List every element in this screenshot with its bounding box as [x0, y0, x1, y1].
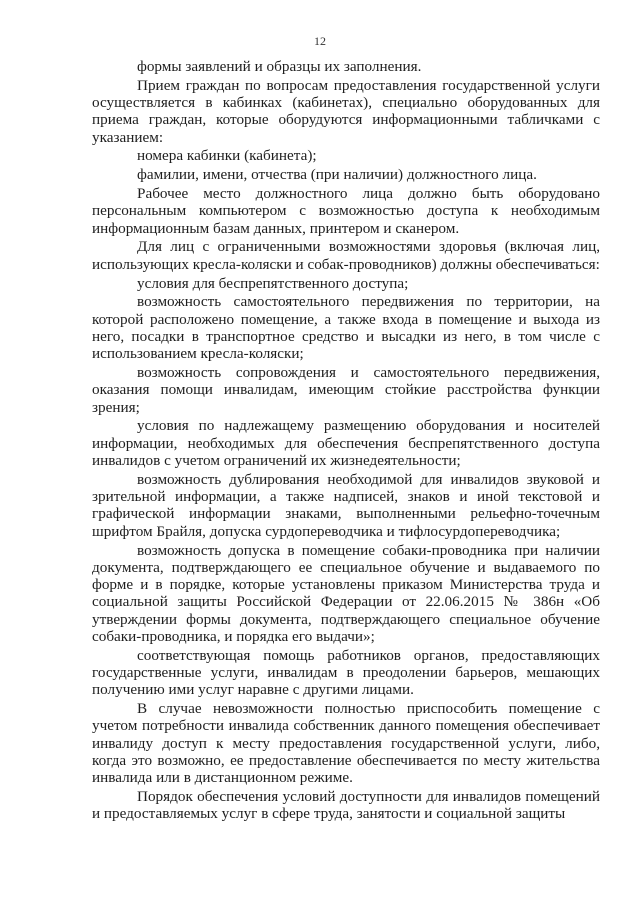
list-item: возможность самостоятельного передвижения по территории, на которой расположено помещение, а также входа в помещение и выхода из него, посадки в транспортное средство и высадки из него, в том числе с использованием кресла-коляски; — [92, 293, 600, 363]
paragraph: Прием граждан по вопросам предоставления государственной услуги осуществляется в кабинках (кабинетах), специально оборудованных для приема граждан, которые оборудуются информационными табличками с указанием: — [92, 76, 600, 146]
paragraph: Порядок обеспечения условий доступности для инвалидов помещений и предоставляемых услуг в сфере труда, занятости и социальной защиты — [92, 788, 600, 823]
paragraph: Для лиц с ограниченными возможностями здоровья (включая лиц, использующих кресла-коляски и собак-проводников) должны обеспечиваться: — [92, 238, 600, 273]
paragraph: формы заявлений и образцы их заполнения. — [137, 58, 422, 75]
list-item: фамилии, имени, отчества (при наличии) должностного лица. — [137, 166, 537, 184]
document-body — [92, 58, 600, 824]
page-number: 12 — [314, 34, 326, 48]
list-item: соответствующая помощь работников органов, предоставляющих государственные услуги, инвалидам в преодолении барьеров, мешающих получению ими услуг наравне с другими лицами. — [92, 646, 600, 699]
paragraph: В случае невозможности полностью приспособить помещение с учетом потребности инвалида собственник данного помещения обеспечивает инвалиду доступ к месту предоставления государственной услуги, либо, когда это возможно, ее предоставление обеспечивается по месту жительства инвалида или в дистанционном режиме. — [92, 700, 600, 787]
list-item: условия по надлежащему размещению оборудования и носителей информации, необходимых для обеспечения беспрепятственного доступа инвалидов с учетом ограничений их жизнедеятельности; — [92, 417, 600, 470]
paragraph: Рабочее место должностного лица должно быть оборудовано персональным компьютером с возможностью доступа к необходимым информационным базам данных, принтером и сканером. — [92, 185, 600, 237]
list-item: номера кабинки (кабинета); — [137, 147, 317, 165]
list-item: возможность дублирования необходимой для инвалидов звуковой и зрительной информации, а также надписей, знаков и иной текстовой и графической информации знаками, выполненными рельефно-точечным шрифтом Брайля, допуска сурдопереводчика и тифлосурдопереводчика; — [92, 470, 600, 540]
list-item: условия для беспрепятственного доступа; — [137, 274, 409, 292]
list-item: возможность допуска в помещение собаки-проводника при наличии документа, подтверждающего ее специальное обучение и выдаваемого по форме и в порядке, которые установлены приказом Министерства труда и социальной защиты Российской Федерации от 22.06.2015 № 386н «Об утверждении формы документа, подтверждающего специальное обучение собаки-проводника, и порядка его выдачи»; — [92, 541, 600, 645]
list-item: возможность сопровождения и самостоятельного передвижения, оказания помощи инвалидам, имеющим стойкие расстройства функции зрения; — [92, 364, 600, 416]
